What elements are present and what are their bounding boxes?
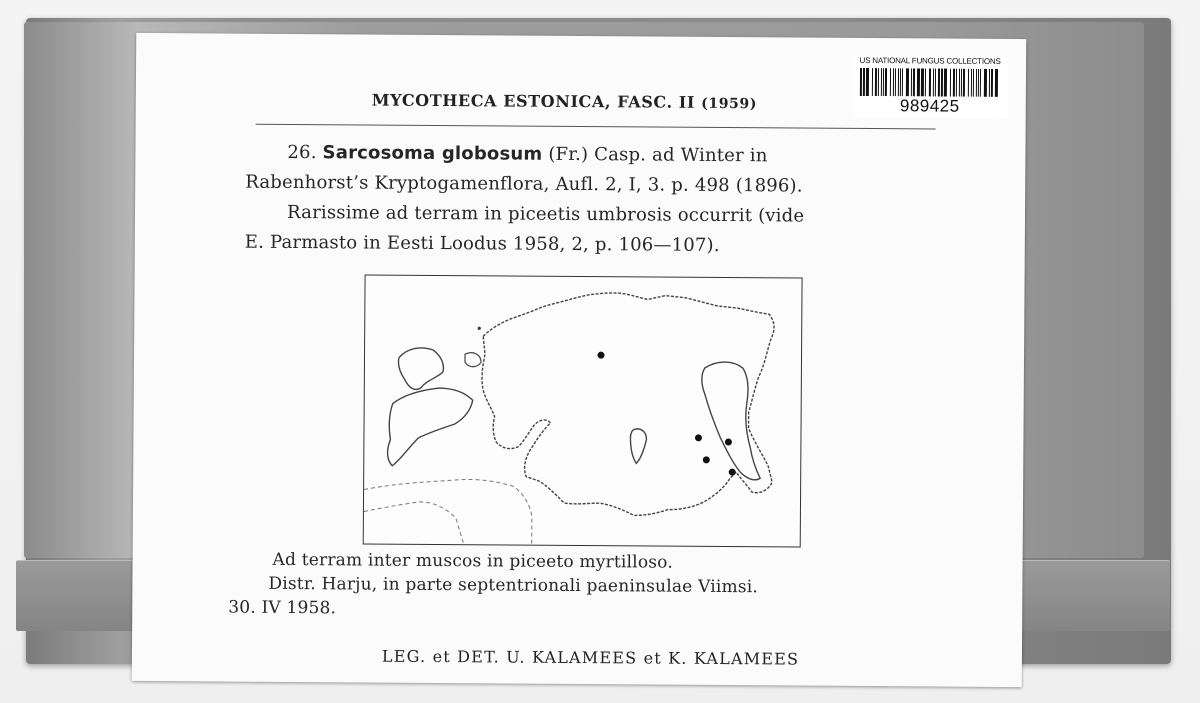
collection-date: 30. IV 1958.	[228, 597, 337, 619]
barcode-bar	[860, 68, 862, 96]
barcode-bar	[995, 69, 998, 97]
barcode-bar	[980, 69, 981, 97]
lake-peipus	[701, 362, 761, 480]
island-hiiumaa	[398, 348, 443, 390]
entry-number: 26.	[287, 141, 317, 164]
barcode-bar	[968, 69, 969, 97]
species-name: Sarcosoma globosum	[322, 142, 543, 165]
barcode-bar	[902, 68, 903, 96]
barcode-bar	[911, 68, 912, 96]
barcode-bar	[935, 68, 936, 96]
species-entry	[245, 138, 946, 263]
barcode-bar	[925, 68, 926, 96]
barcode-bar	[878, 68, 879, 96]
barcode-bar	[984, 69, 987, 97]
barcode-bar	[976, 69, 977, 97]
barcode-bar	[953, 69, 955, 97]
locality-dot	[478, 327, 481, 330]
entry-line-3: Rarissime ad terram in piceetis umbrosis occurrit (vide	[286, 201, 805, 227]
barcode-bar	[885, 68, 887, 96]
barcode-bar	[963, 69, 965, 97]
barcode-bar	[991, 69, 993, 97]
barcode-bar	[929, 68, 931, 96]
habitat-line-2: Distr. Harju, in parte septentrionali paeninsulae Viimsi.	[268, 573, 759, 598]
entry-line-1	[245, 138, 945, 173]
header-title: MYCOTHECA ESTONICA, FASC. II	[371, 90, 696, 112]
barcode-block	[852, 56, 1008, 119]
barcode-bar	[881, 68, 882, 96]
entry-line-4: E. Parmasto in Eesti Loodus 1958, 2, p. 106—107).	[244, 231, 720, 256]
barcode-bar	[863, 68, 865, 96]
barcode-bar	[921, 68, 924, 96]
habitat-text	[228, 548, 1008, 625]
locality-dot	[695, 434, 702, 441]
locality-dot	[725, 439, 732, 446]
barcode-bar	[971, 69, 972, 97]
barcode-bar	[959, 69, 960, 97]
habitat-line-1: Ad terram inter muscos in piceeto myrtilloso.	[272, 549, 674, 573]
entry-line-2: Rabenhorst’s Kryptogamenflora, Aufl. 2, I, 3. p. 498 (1896).	[245, 171, 803, 197]
latvia-coast	[364, 502, 464, 545]
mainland-outline	[481, 292, 774, 516]
barcode-bar	[875, 68, 877, 96]
header-divider	[256, 124, 936, 130]
barcode-institution: US NATIONAL FUNGUS COLLECTIONS	[859, 55, 1001, 66]
barcode-number: 989425	[899, 96, 960, 116]
barcode-bar	[973, 69, 974, 97]
barcode-bar	[893, 68, 894, 96]
barcode-bar	[944, 69, 947, 97]
barcode-bar	[933, 68, 934, 96]
specimen-label	[132, 33, 1027, 687]
barcode-bar	[883, 68, 884, 96]
estonia-map-drawing	[364, 276, 802, 547]
locality-dot	[729, 469, 736, 476]
barcode-bar	[895, 68, 896, 96]
barcode-bar	[941, 69, 943, 97]
barcode-bar	[900, 68, 901, 96]
barcode-bar	[961, 69, 962, 97]
species-authority: (Fr.) Casp. ad Winter in	[548, 143, 768, 167]
barcode-bar	[872, 68, 873, 96]
island-saaremaa	[387, 388, 472, 467]
barcode-bar	[866, 68, 869, 96]
barcode-bar	[989, 69, 990, 97]
locality-dot	[598, 352, 605, 359]
islet-muhu	[465, 353, 481, 367]
header-year: (1959)	[701, 95, 758, 113]
collector-line: LEG. et DET. U. KALAMEES et K. KALAMEES	[381, 646, 800, 669]
barcode-bar	[906, 68, 909, 96]
locality-dot	[703, 456, 710, 463]
barcode-bar	[913, 68, 915, 96]
barcode-bar	[890, 68, 891, 96]
barcode-image	[858, 68, 1002, 97]
barcode-bar	[950, 69, 951, 97]
barcode-bar	[938, 68, 940, 96]
distribution-map	[363, 275, 803, 548]
barcode-bar	[956, 69, 957, 97]
barcode-bar	[917, 68, 920, 96]
lake-vortsjarv	[630, 429, 646, 464]
barcode-bar	[898, 68, 899, 96]
barcode-bar	[978, 69, 979, 97]
label-header	[372, 91, 757, 113]
